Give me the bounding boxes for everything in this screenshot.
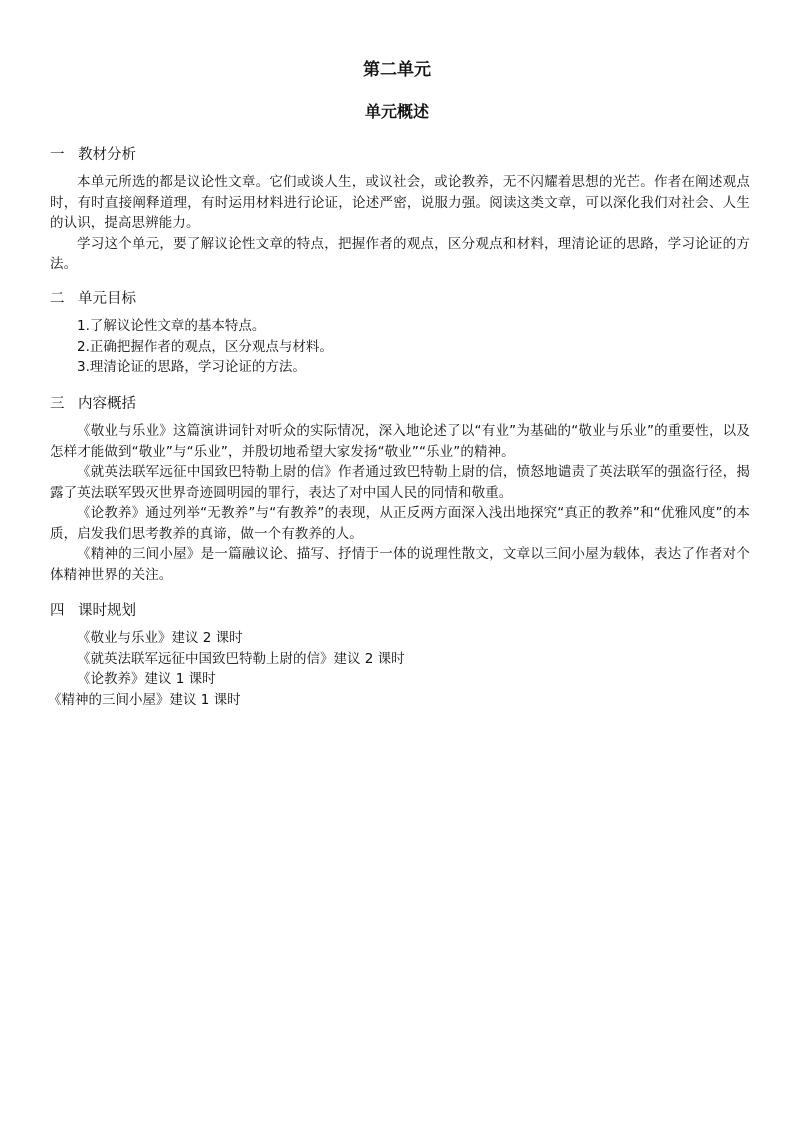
document-title: 第二单元 (363, 60, 431, 80)
paragraph: 《论教养》通过列举“无教养”与“有教养”的表现，从正反两方面深入浅出地探究“真正的教养”和“优雅风度”的本质，启发我们思考教养的真谛，做一个有教养的人。 (50, 505, 750, 542)
paragraph: 学习这个单元，要了解议论性文章的特点，把握作者的观点，区分观点和材料，理清论证的思路，学习论证的方法。 (50, 235, 750, 272)
section-heading (50, 288, 750, 310)
list-item: 《敬业与乐业》建议 2 课时 (77, 630, 243, 646)
list-item: 《论教养》建议 1 课时 (77, 671, 216, 687)
paragraph: 《就英法联军远征中国致巴特勒上尉的信》作者通过致巴特勒上尉的信，愤怒地谴责了英法联军的强盗行径，揭露了英法联军毁灭世界奇迹圆明园的罪行，表达了对中国人民的同情和敬重。 (50, 464, 750, 501)
section-title: 课时规划 (78, 603, 136, 619)
paragraph: 《敬业与乐业》这篇演讲词针对听众的实际情况，深入地论述了以“有业”为基础的“敬业与乐业”的重要性，以及怎样才能做到“敬业”与“乐业”，并殷切地希望大家发扬“敬业”“乐业”的精神。 (50, 423, 750, 460)
section-textbook-analysis (50, 144, 750, 275)
section-heading (50, 144, 750, 166)
section-number: 一 (50, 147, 65, 163)
section-lesson-plan (50, 600, 750, 710)
document-subtitle: 单元概述 (364, 102, 429, 121)
section-title: 教材分析 (78, 147, 136, 163)
paragraph: 《精神的三间小屋》是一篇融议论、描写、抒情于一体的说理性散文，文章以三间小屋为载体，表达了作者对个体精神世界的关注。 (50, 546, 750, 583)
list-item: 《精神的三间小屋》建议 1 课时 (48, 691, 241, 708)
section-heading (50, 600, 750, 622)
list-item: 《就英法联军远征中国致巴特勒上尉的信》建议 2 课时 (77, 650, 405, 667)
section-content-summary (50, 393, 750, 585)
list-item: 3.理清论证的思路，学习论证的方法。 (77, 359, 306, 375)
list-item: 1.了解议论性文章的基本特点。 (77, 318, 266, 334)
section-number: 二 (50, 291, 65, 307)
section-number: 四 (50, 603, 65, 619)
paragraph: 本单元所选的都是议论性文章。它们或谈人生，或议社会，或论教养，无不闪耀着思想的光芒。作者在阐述观点时，有时直接阐释道理，有时运用材料进行论证，论述严密，说服力强。阅读这类文章，可以深化我们对社会、人生的认识，提高思辨能力。 (50, 174, 750, 231)
section-heading (50, 393, 750, 415)
section-unit-goals (50, 288, 750, 378)
section-number: 三 (50, 396, 65, 412)
list-item: 2.正确把握作者的观点，区分观点与材料。 (77, 338, 333, 355)
section-title: 内容概括 (78, 396, 136, 412)
section-title: 单元目标 (78, 291, 136, 307)
